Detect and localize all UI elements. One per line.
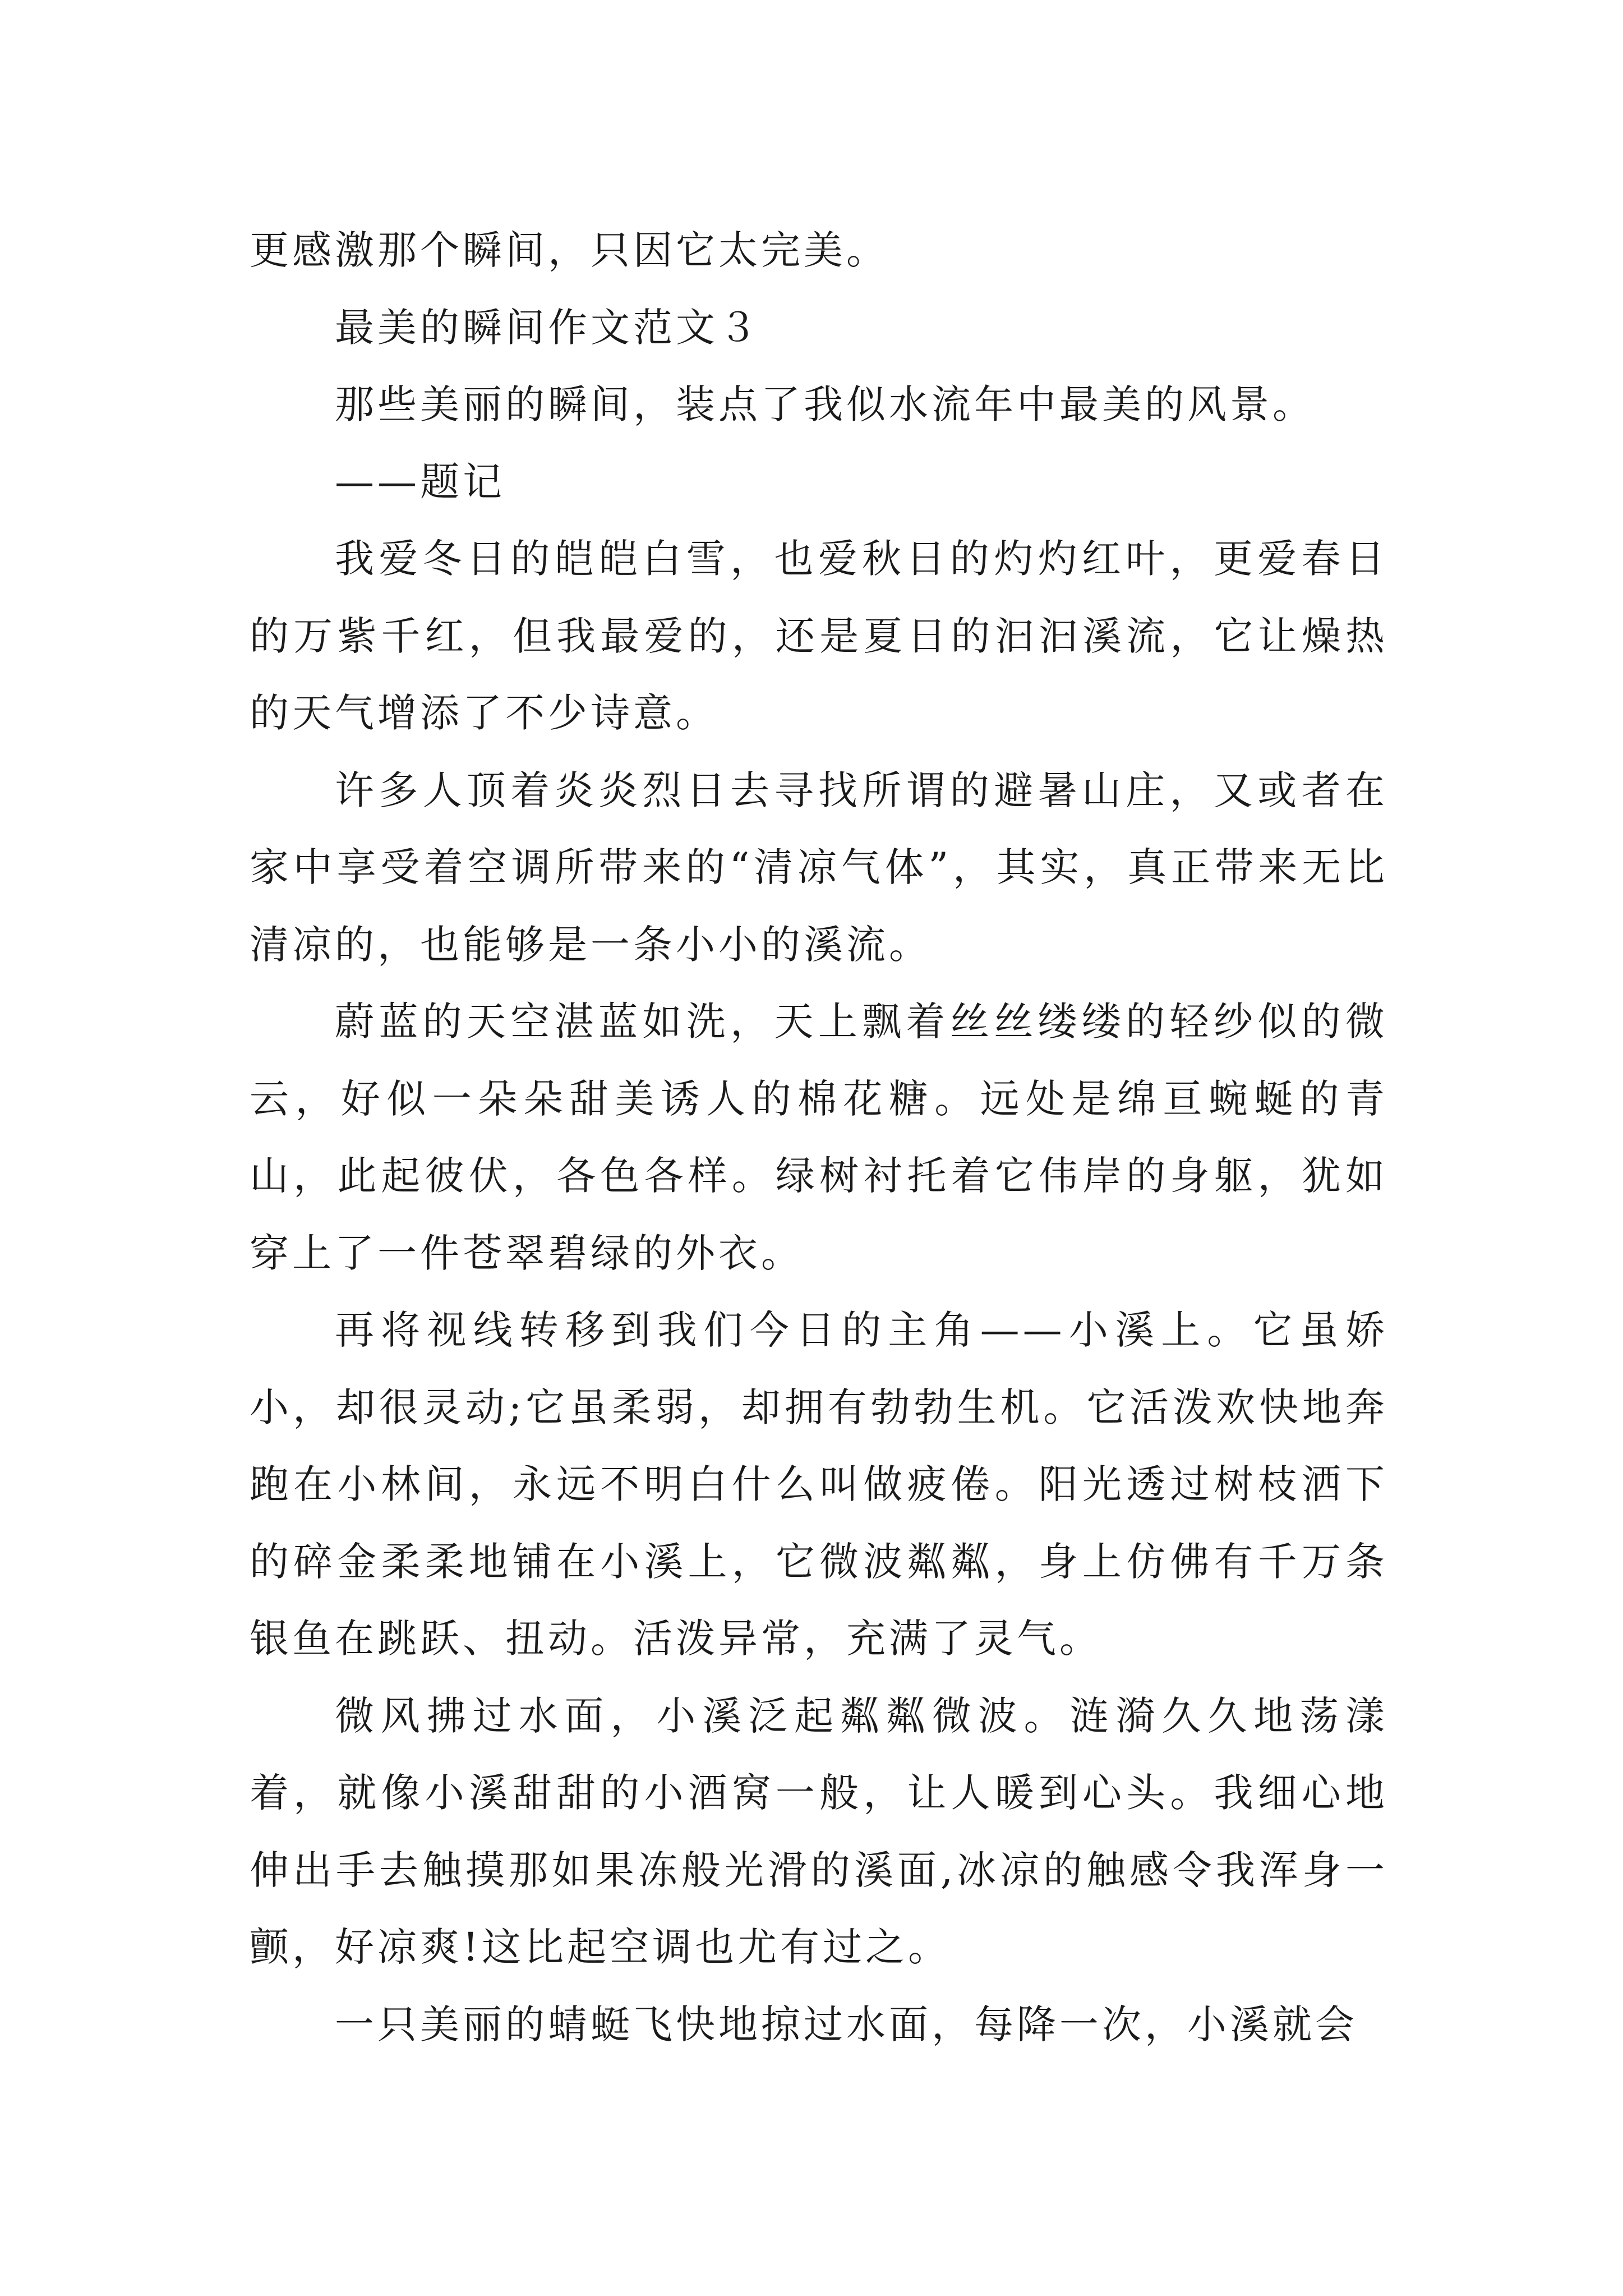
essay-body [250, 212, 1388, 2063]
section-heading: 最美的瞬间作文范文３ [335, 304, 761, 351]
paragraph: 微风拂过水面，小溪泛起粼粼微波。涟漪久久地荡漾着，就像小溪甜甜的小酒窝一般，让人暖到心头。我细心地伸出手去触摸那如果冻般光滑的溪面,冰凉的触感令我浑身一颤，好凉爽!这比起空调也尤有过之。 [250, 1692, 1388, 1970]
paragraph: 许多人顶着炎炎烈日去寻找所谓的避暑山庄，又或者在家中享受着空调所带来的“清凉气体”，其实，真正带来无比清凉的，也能够是一条小小的溪流。 [250, 767, 1388, 968]
paragraph: 蔚蓝的天空湛蓝如洗，天上飘着丝丝缕缕的轻纱似的微云，好似一朵朵甜美诱人的棉花糖。远处是绵亘蜿蜒的青山，此起彼伏，各色各样。绿树衬托着它伟岸的身躯，犹如穿上了一件苍翠碧绿的外衣。 [250, 999, 1388, 1276]
paragraph: 我爱冬日的皑皑白雪，也爱秋日的灼灼红叶，更爱春日的万紫千红，但我最爱的，还是夏日的汩汩溪流，它让燥热的天气增添了不少诗意。 [250, 536, 1388, 736]
epigraph-attribution: ——题记 [335, 458, 505, 505]
paragraph: 一只美丽的蜻蜓飞快地掠过水面，每降一次，小溪就会 [335, 2001, 1358, 2047]
paragraph-continuation: 更感激那个瞬间，只因它太完美。 [250, 227, 889, 273]
paragraph: 再将视线转移到我们今日的主角——小溪上。它虽娇小，却很灵动;它虽柔弱，却拥有勃勃生机。它活泼欢快地奔跑在小林间，永远不明白什么叫做疲倦。阳光透过树枝洒下的碎金柔柔地铺在小溪上，它微波粼粼，身上仿佛有千万条银鱼在跳跃、扭动。活泼异常，充满了灵气。 [250, 1307, 1388, 1662]
epigraph: 那些美丽的瞬间，装点了我似水流年中最美的风景。 [335, 381, 1315, 427]
